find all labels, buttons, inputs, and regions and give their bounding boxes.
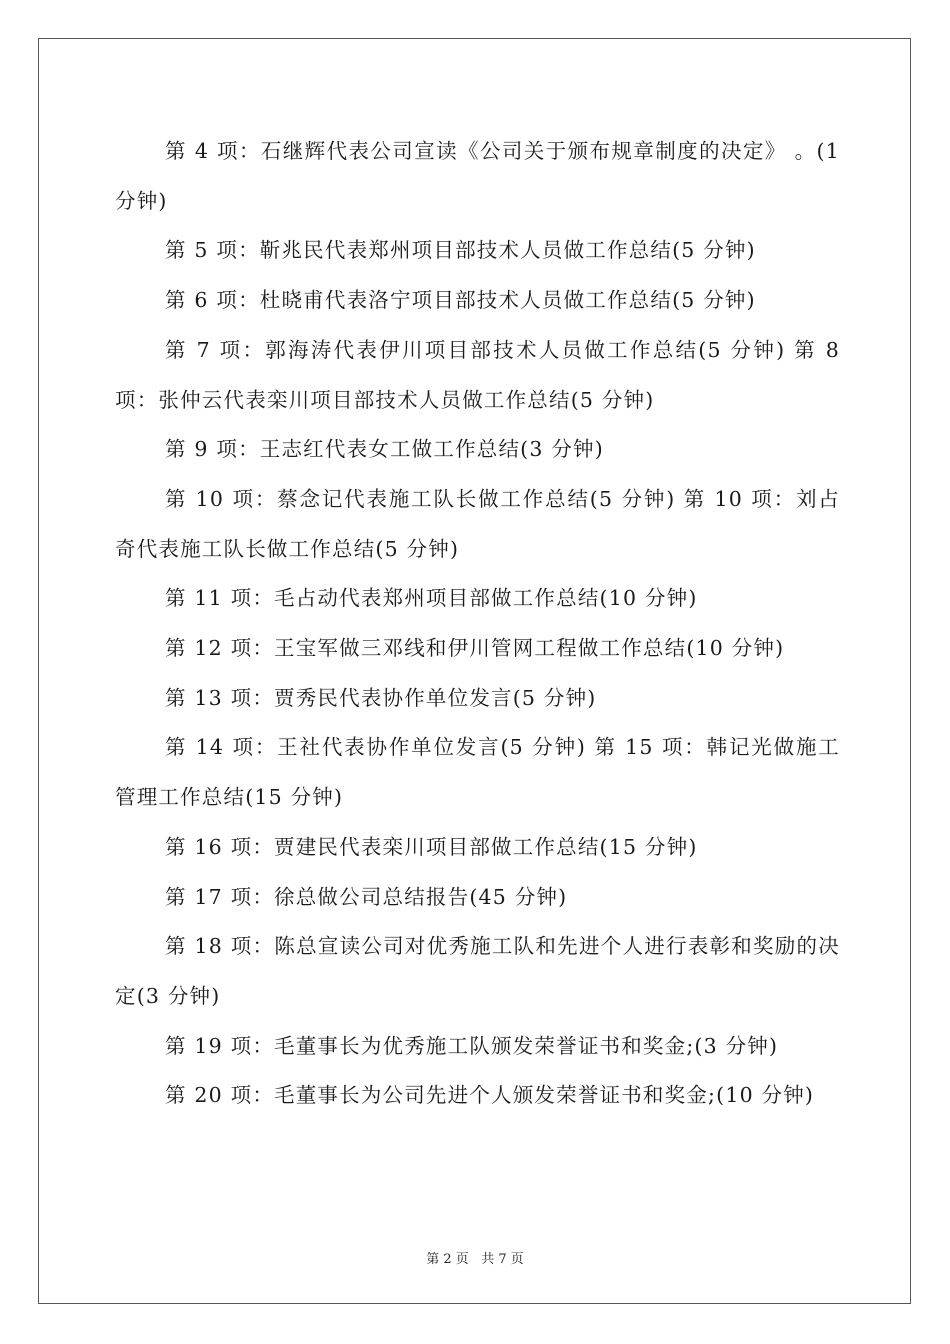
page-number: 第 2 页: [426, 1252, 469, 1267]
paragraph-item-16: 第 16 项：贾建民代表栾川项目部做工作总结(15 分钟): [165, 834, 698, 859]
paragraph-item-5: 第 5 项：靳兆民代表郑州项目部技术人员做工作总结(5 分钟): [165, 238, 756, 263]
paragraph-item-9: 第 9 项：王志红代表女工做工作总结(3 分钟): [165, 437, 604, 462]
paragraph-item-20: 第 20 项：毛董事长为公司先进个人颁发荣誉证书和奖金;(10 分钟): [165, 1083, 815, 1108]
paragraph-item-14-15: 第 14 项：王社代表协作单位发言(5 分钟) 第 15 项：韩记光做施工管理工作总结(15 分钟): [115, 735, 840, 810]
paragraph-item-6: 第 6 项：杜晓甫代表洛宁项目部技术人员做工作总结(5 分钟): [165, 288, 756, 313]
paragraph-item-17: 第 17 项：徐总做公司总结报告(45 分钟): [165, 884, 568, 909]
page-total: 共 7 页: [481, 1252, 524, 1267]
paragraph-item-18: 第 18 项：陈总宣读公司对优秀施工队和先进个人进行表彰和奖励的决定(3 分钟): [115, 934, 840, 1008]
paragraph-item-4: 第 4 项：石继辉代表公司宣读《公司关于颁布规章制度的决定》 。(1 分钟): [115, 139, 840, 213]
page-footer: [0, 1248, 950, 1267]
paragraph-item-10: 第 10 项：蔡念记代表施工队长做工作总结(5 分钟) 第 10 项：刘占奇代表施工队长做工作总结(5 分钟): [115, 486, 840, 561]
paragraph-item-19: 第 19 项：毛董事长为优秀施工队颁发荣誉证书和奖金;(3 分钟): [165, 1033, 779, 1058]
paragraph-item-12: 第 12 项：王宝军做三邓线和伊川管网工程做工作总结(10 分钟): [165, 636, 785, 661]
document-body: [115, 127, 840, 1121]
paragraph-item-11: 第 11 项：毛占动代表郑州项目部做工作总结(10 分钟): [165, 586, 698, 611]
paragraph-item-13: 第 13 项：贾秀民代表协作单位发言(5 分钟): [165, 685, 597, 710]
paragraph-item-7-8: 第 7 项：郭海涛代表伊川项目部技术人员做工作总结(5 分钟) 第 8 项：张仲云代表栾川项目部技术人员做工作总结(5 分钟): [115, 337, 840, 412]
